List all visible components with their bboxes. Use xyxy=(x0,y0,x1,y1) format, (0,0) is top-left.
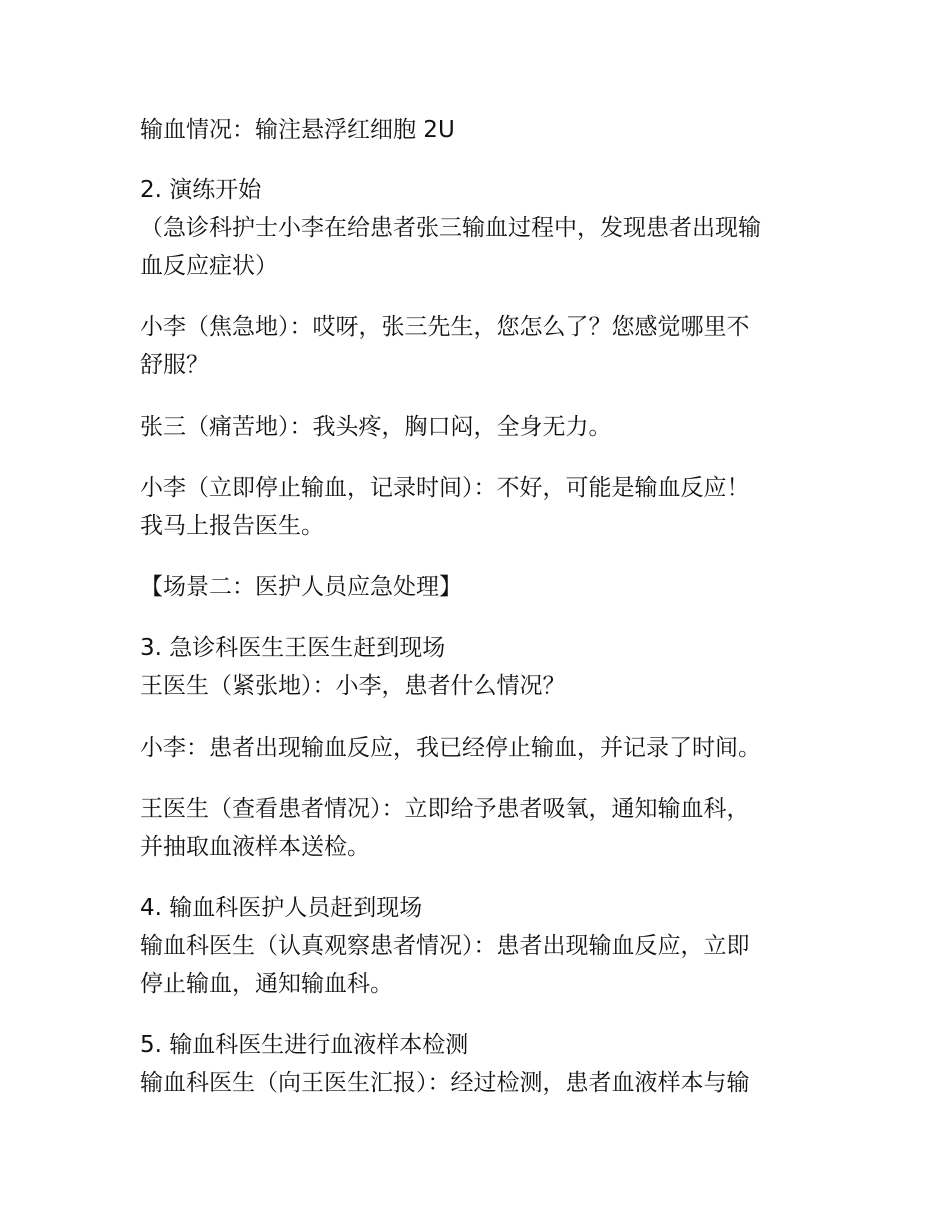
dialogue-line: 王医生（查看患者情况）：立即给予患者吸氧，通知输血科， xyxy=(140,796,750,822)
dialogue-line: 小李：患者出现输血反应，我已经停止输血，并记录了时间。 xyxy=(140,735,761,761)
scene-heading: 【场景二：医护人员应急处理】 xyxy=(140,574,462,600)
section-heading: 5. 输血科医生进行血液样本检测 xyxy=(140,1032,469,1058)
dialogue-line: 我马上报告医生。 xyxy=(140,513,324,539)
dialogue-line: 停止输血，通知输血科。 xyxy=(140,971,393,997)
dialogue-line: 输血科医生（认真观察患者情况）：患者出现输血反应，立即 xyxy=(140,933,750,959)
transfusion-info-line: 输血情况：输注悬浮红细胞 2U xyxy=(140,117,455,143)
dialogue-line: 舒服？ xyxy=(140,352,209,378)
stage-direction-line: （急诊科护士小李在给患者张三输血过程中，发现患者出现输 xyxy=(140,215,761,241)
dialogue-line: 王医生（紧张地）：小李，患者什么情况？ xyxy=(140,673,566,699)
dialogue-line: 张三（痛苦地）：我头疼，胸口闷，全身无力。 xyxy=(140,414,612,440)
section-heading: 4. 输血科医护人员赶到现场 xyxy=(140,895,423,921)
dialogue-line: 小李（立即停止输血，记录时间）：不好，可能是输血反应！ xyxy=(140,475,750,501)
stage-direction-line: 血反应症状） xyxy=(140,253,278,279)
dialogue-line: 输血科医生（向王医生汇报）：经过检测，患者血液样本与输 xyxy=(140,1070,750,1096)
section-heading: 2. 演练开始 xyxy=(140,177,262,203)
dialogue-line: 小李（焦急地）：哎呀，张三先生，您怎么了？您感觉哪里不 xyxy=(140,314,750,340)
section-heading: 3. 急诊科医生王医生赶到现场 xyxy=(140,635,446,661)
dialogue-line: 并抽取血液样本送检。 xyxy=(140,834,370,860)
